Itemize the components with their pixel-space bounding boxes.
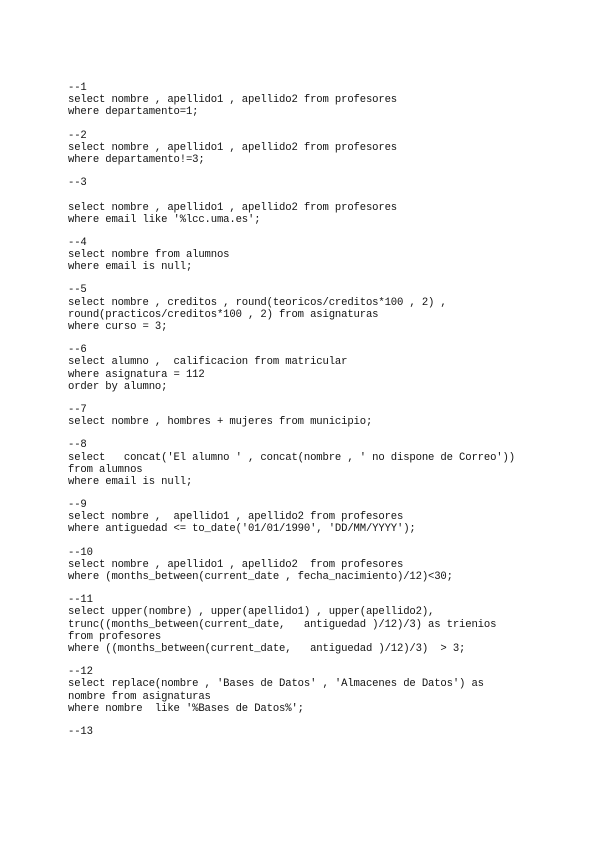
- code-line: where curso = 3;: [68, 321, 168, 333]
- code-line: from profesores: [68, 630, 162, 643]
- query-label: --3: [68, 177, 87, 190]
- code-line: select nombre , creditos , round(teoricos/creditos*100 , 2) ,: [68, 296, 447, 309]
- query-block-12: [68, 666, 588, 715]
- query-label: --1: [68, 82, 87, 94]
- query-label: --10: [68, 546, 93, 559]
- query-block-10: [68, 547, 588, 584]
- query-block-11: [68, 594, 588, 655]
- code-line: select nombre , apellido1 , apellido2 from profesores: [68, 141, 397, 154]
- code-line: select nombre from alumnos: [68, 249, 230, 262]
- code-line: where asignatura = 112: [68, 368, 205, 381]
- code-line: select concat('El alumno ' , concat(nombre , ' no dispone de Correo')): [68, 451, 515, 464]
- code-line: select nombre , apellido1 , apellido2 from profesores: [68, 558, 404, 571]
- query-label: --2: [68, 129, 87, 142]
- code-line: where (months_between(current_date , fecha_nacimiento)/12)<30;: [68, 571, 453, 583]
- query-label: --9: [68, 499, 87, 512]
- query-block-7: [68, 404, 588, 428]
- query-block-1: [68, 82, 588, 119]
- query-label: --4: [68, 236, 87, 249]
- code-line: select alumno , calificacion from matricular: [68, 356, 348, 369]
- query-label: --8: [68, 439, 87, 452]
- query-label: --11: [68, 594, 93, 607]
- code-line: select nombre , apellido1 , apellido2 from profesores: [68, 94, 397, 107]
- code-line: where ((months_between(current_date, antiguedad )/12)/3) > 3;: [68, 642, 466, 655]
- code-line: select replace(nombre , 'Bases de Datos' , 'Almacenes de Datos') as: [68, 678, 484, 691]
- query-label: --6: [68, 344, 87, 357]
- query-label: --12: [68, 666, 93, 679]
- code-line: order by alumno;: [68, 380, 168, 393]
- code-line: where email is null;: [68, 261, 193, 274]
- query-block-13: [68, 726, 588, 738]
- code-line: select nombre , apellido1 , apellido2 from profesores: [68, 511, 404, 524]
- query-block-5: [68, 284, 588, 333]
- query-label: --5: [68, 284, 87, 297]
- query-block-6: [68, 344, 588, 393]
- query-block-2: [68, 130, 588, 167]
- code-line: where email is null;: [68, 475, 193, 488]
- code-line: trunc((months_between(current_date, antiguedad )/12)/3) as trienios: [68, 618, 497, 631]
- code-line: where email like '%lcc.uma.es';: [68, 213, 261, 226]
- query-block-9: [68, 499, 588, 536]
- query-block-8: [68, 439, 588, 488]
- query-label: --7: [68, 403, 87, 416]
- query-block-3: [68, 177, 588, 226]
- blank-line: [68, 189, 588, 201]
- sql-code-listing: [68, 82, 588, 749]
- code-line: from alumnos: [68, 463, 143, 476]
- code-line: where nombre like '%Bases de Datos%';: [68, 702, 304, 715]
- code-line: select upper(nombre) , upper(apellido1) , upper(apellido2),: [68, 606, 435, 619]
- code-line: nombre from asignaturas: [68, 690, 211, 703]
- code-line: where departamento!=3;: [68, 153, 205, 166]
- code-line: select nombre , apellido1 , apellido2 from profesores: [68, 201, 397, 214]
- query-label: --13: [68, 725, 93, 738]
- code-line: where departamento=1;: [68, 106, 199, 119]
- code-line: select nombre , hombres + mujeres from municipio;: [68, 416, 373, 429]
- code-line: where antiguedad <= to_date('01/01/1990', 'DD/MM/YYYY');: [68, 523, 416, 536]
- query-block-4: [68, 237, 588, 274]
- code-line: round(practicos/creditos*100 , 2) from asignaturas: [68, 308, 379, 321]
